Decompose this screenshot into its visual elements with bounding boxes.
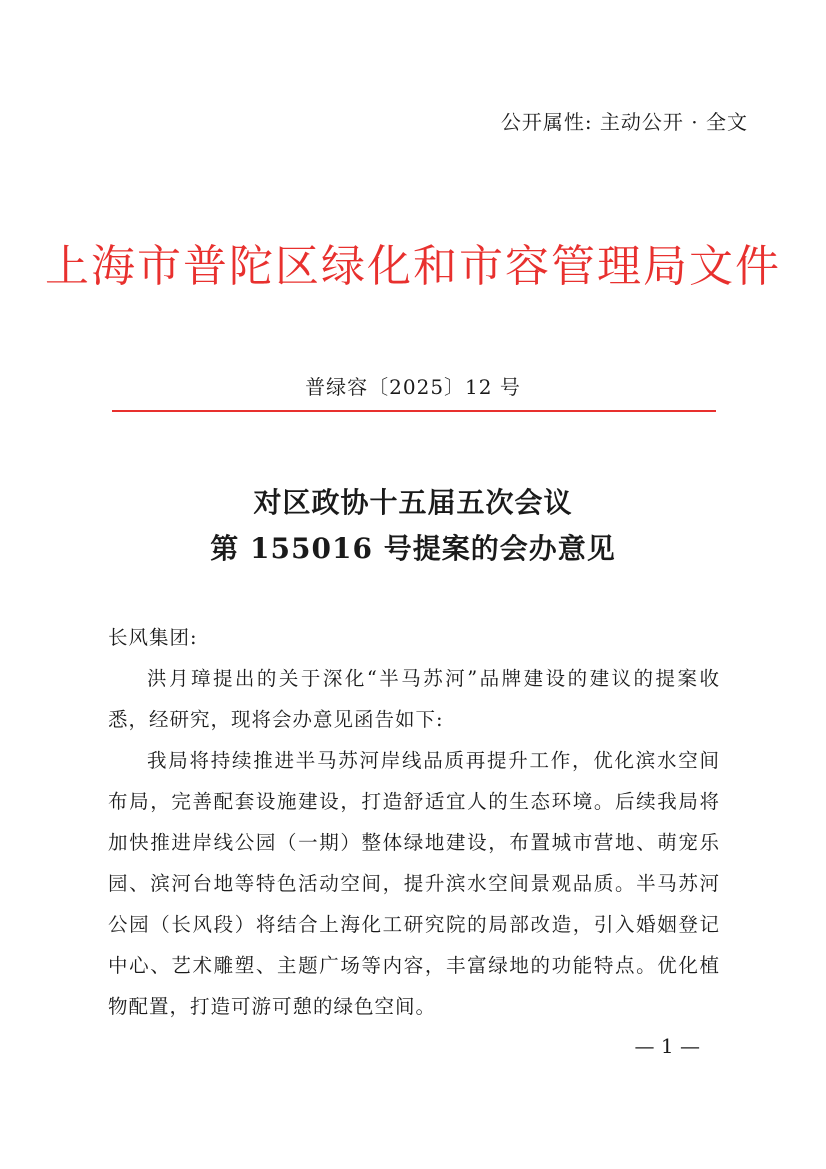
heading-line-2: 第 155016 号提案的会办意见 — [210, 532, 616, 565]
body-paragraph-2: 我局将持续推进半马苏河岸线品质再提升工作，优化滨水空间布局，完善配套设施建设，打造舒适宜人的生态环境。后续我局将加快推进岸线公园（一期）整体绿地建设，布置城市营地、萌宠乐园、滨河台地等特色活动空间，提升滨水空间景观品质。半马苏河公园（长风段）将结合上海化工研究院的局部改造，引入婚姻登记中心、艺术雕塑、主题广场等内容，丰富绿地的功能特点。优化植物配置，打造可游可憩的绿色空间。 — [108, 749, 720, 1018]
disclosure-attribute: 公开属性: 主动公开 · 全文 — [500, 110, 748, 134]
page-number: — 1 — — [634, 1034, 700, 1058]
salutation: 长风集团: — [108, 626, 198, 649]
body-paragraph-1: 洪月璋提出的关于深化“半马苏河”品牌建设的建议的提案收悉，经研究，现将会办意见函告如下: — [108, 667, 720, 731]
document-heading — [0, 480, 826, 572]
document-body — [108, 617, 720, 1027]
red-divider-line — [112, 410, 716, 412]
heading-line-1: 对区政协十五届五次会议 — [253, 486, 573, 519]
issuing-authority-title: 上海市普陀区绿化和市容管理局文件 — [45, 241, 781, 292]
document-number: 普绿容〔2025〕12 号 — [305, 375, 521, 399]
